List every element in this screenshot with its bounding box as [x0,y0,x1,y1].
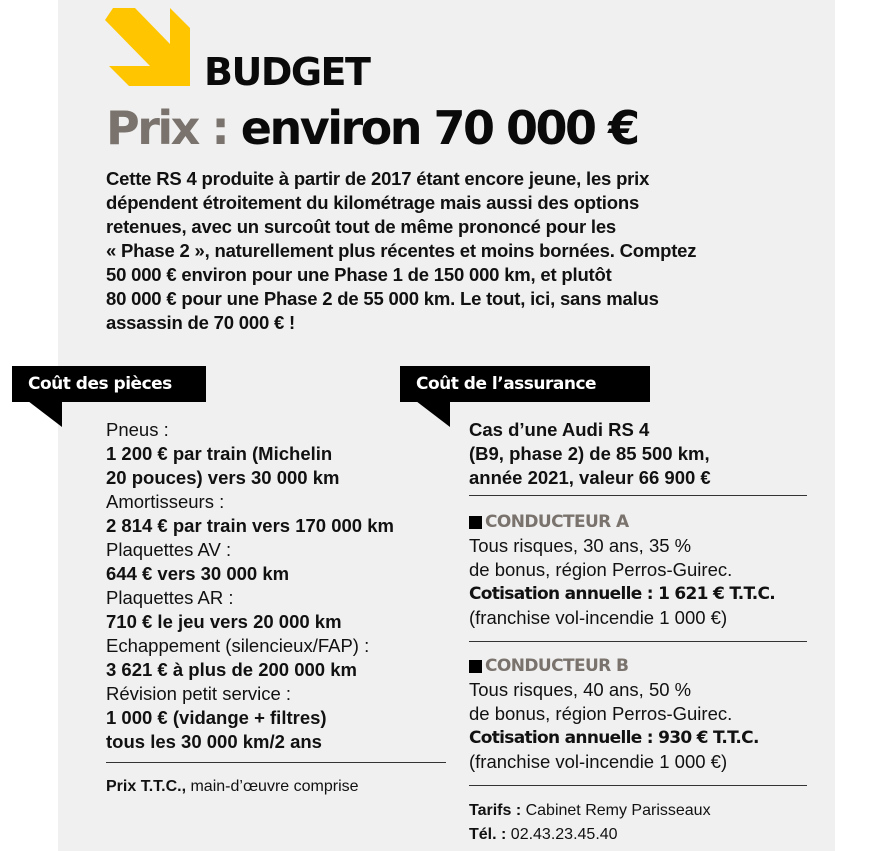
tarifs-value: Cabinet Remy Parisseaux [521,802,711,819]
driver-a-block [469,510,807,630]
part-item-rear-pads [106,586,446,634]
section-rubric: BUDGET [204,50,370,94]
headline-prefix: Prix : [106,101,228,155]
driver-line: Tous risques, 40 ans, 50 % [469,679,692,700]
part-value: 20 pouces) vers 30 000 km [106,467,340,488]
part-label: Plaquettes AV : [106,539,232,560]
part-item-shocks [106,490,446,538]
tel-value: 02.43.23.45.40 [506,826,618,843]
divider [469,641,807,642]
insurance-source [469,799,711,847]
driver-heading [469,654,807,678]
driver-line: Tous risques, 30 ans, 35 % [469,535,692,556]
note-bold: Prix T.T.C., [106,778,187,795]
driver-line: de bonus, région Perros-Guirec. [469,559,733,580]
note-text: main-d’œuvre comprise [186,778,359,795]
driver-cotisation: Cotisation annuelle : 1 621 € T.T.C. [469,584,776,604]
intro-line: dépendent étroitement du kilométrage mais aussi des options [106,192,640,213]
insurance-cost-label: Coût de l’assurance [400,366,650,402]
part-label: Révision petit service : [106,683,292,704]
tel-label: Tél. : [469,826,507,843]
arrow-down-right-icon [105,8,190,86]
part-label: Amortisseurs : [106,491,225,512]
parts-cost-label: Coût des pièces [12,366,206,402]
divider [469,785,807,786]
intro-line: Cette RS 4 produite à partir de 2017 étant encore jeune, les prix [106,168,650,189]
intro-line: « Phase 2 », naturellement plus récentes et moins bornées. Comptez [106,240,697,261]
label-tail-icon [28,401,62,427]
intro-line: 80 000 € pour une Phase 2 de 55 000 km. Le tout, ici, sans malus [106,288,659,309]
square-bullet-icon [469,516,482,529]
part-value: 2 814 € par train vers 170 000 km [106,515,394,536]
parts-note [106,776,359,798]
page-title [106,100,638,156]
part-value: 644 € vers 30 000 km [106,563,290,584]
driver-franchise: (franchise vol-incendie 1 000 €) [469,607,728,628]
case-line: Cas d’une Audi RS 4 [469,419,650,440]
driver-heading [469,510,807,534]
part-label: Echappement (silencieux/FAP) : [106,635,370,656]
part-value: 3 621 € à plus de 200 000 km [106,659,357,680]
driver-b-block [469,654,807,774]
case-line: (B9, phase 2) de 85 500 km, [469,443,710,464]
case-line: année 2021, valeur 66 900 € [469,467,711,488]
driver-cotisation: Cotisation annuelle : 930 € T.T.C. [469,728,759,748]
tel-line [469,823,711,847]
part-item-service [106,682,446,754]
intro-line: retenues, avec un surcoût tout de même prononcé pour les [106,216,616,237]
parts-list [106,418,446,754]
driver-heading-text: CONDUCTEUR A [485,512,629,532]
divider [469,495,807,496]
divider [106,762,446,763]
part-value: 710 € le jeu vers 20 000 km [106,611,342,632]
part-item-tires [106,418,446,490]
intro-paragraph [106,167,796,335]
intro-line: assassin de 70 000 € ! [106,312,295,333]
square-bullet-icon [469,660,482,673]
driver-franchise: (franchise vol-incendie 1 000 €) [469,751,728,772]
tarifs-label: Tarifs : [469,802,522,819]
driver-line: de bonus, région Perros-Guirec. [469,703,733,724]
tarifs-line [469,799,711,823]
part-value: 1 200 € par train (Michelin [106,443,333,464]
part-item-front-pads [106,538,446,586]
part-label: Pneus : [106,419,169,440]
part-label: Plaquettes AR : [106,587,234,608]
intro-line: 50 000 € environ pour une Phase 1 de 150 000 km, et plutôt [106,264,612,285]
part-value: tous les 30 000 km/2 ans [106,731,322,752]
part-item-exhaust [106,634,446,682]
headline-main: environ 70 000 € [240,101,638,155]
driver-heading-text: CONDUCTEUR B [485,656,629,676]
insurance-case [469,418,807,490]
part-value: 1 000 € (vidange + filtres) [106,707,327,728]
